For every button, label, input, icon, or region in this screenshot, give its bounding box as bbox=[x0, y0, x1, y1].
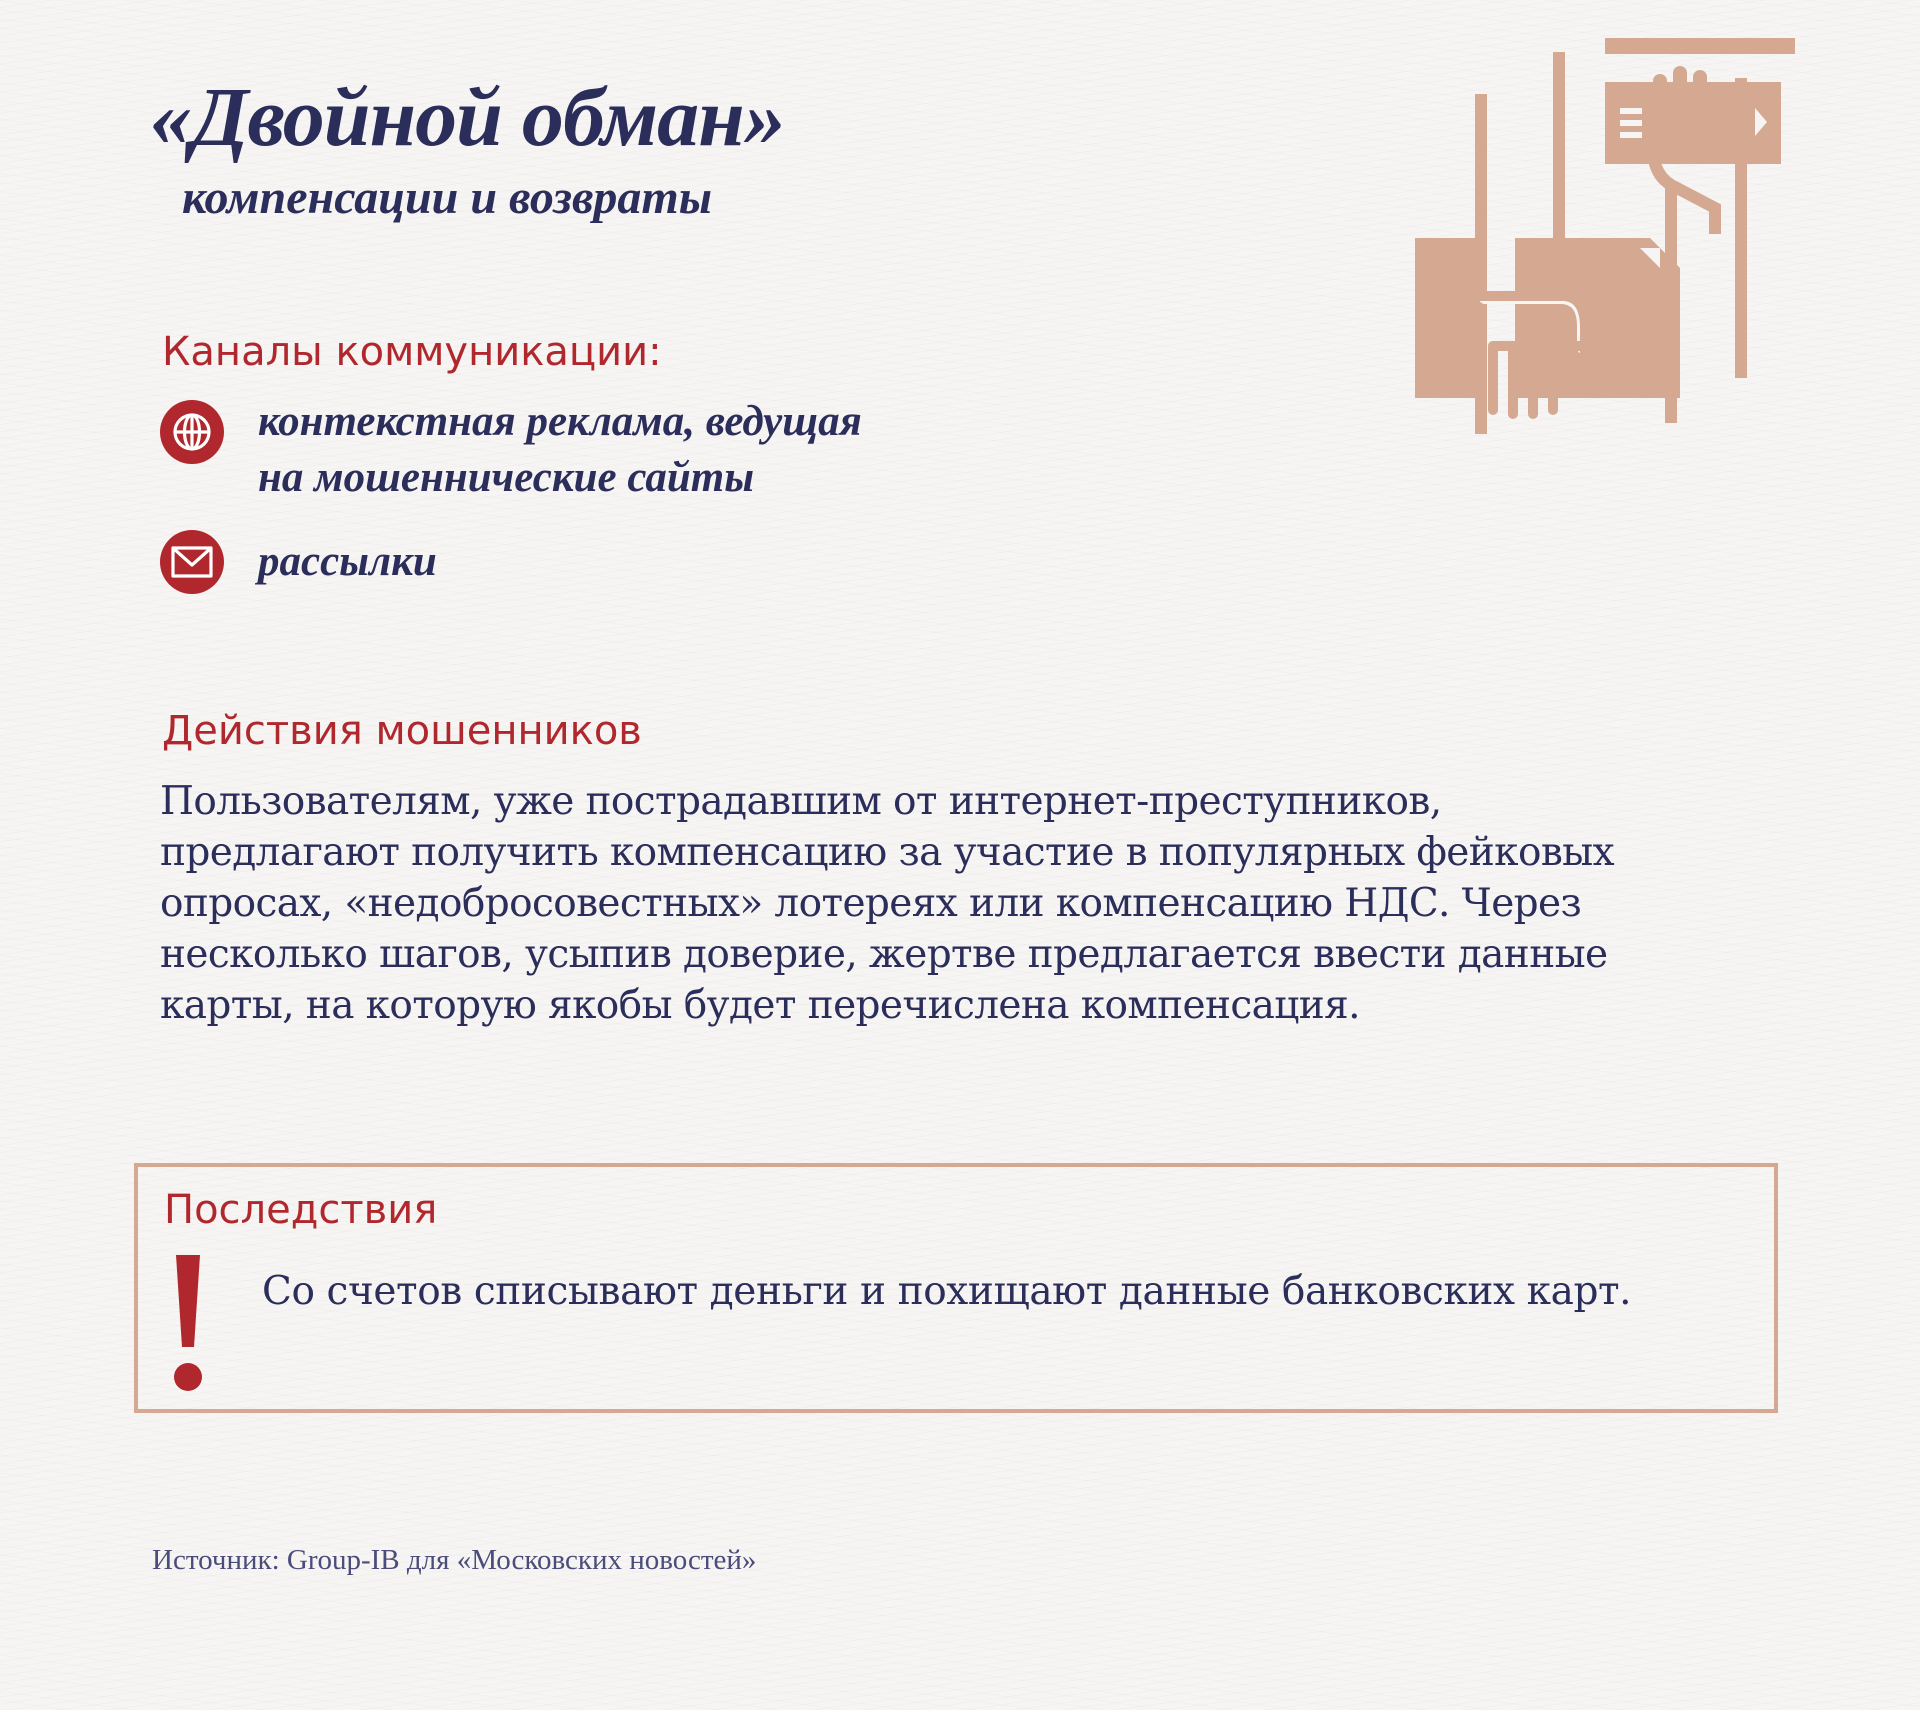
globe-icon bbox=[160, 400, 224, 464]
channel-text-line: контекстная реклама, ведущая bbox=[258, 398, 862, 445]
actions-paragraph bbox=[160, 776, 1760, 1031]
actions-line: Пользователям, уже пострадавшим от интернет-преступников, bbox=[160, 779, 1442, 824]
hands-exchanging-documents-icon bbox=[1415, 38, 1795, 438]
actions-line: карты, на которую якобы будет перечислена компенсация. bbox=[160, 983, 1360, 1028]
page-title: «Двойной обман» bbox=[150, 71, 785, 164]
actions-line: опросах, «недобросовестных» лотереях или компенсацию НДС. Через bbox=[160, 881, 1582, 926]
consequences-heading: Последствия bbox=[164, 1187, 438, 1233]
channel-text bbox=[258, 534, 437, 590]
consequences-box bbox=[134, 1163, 1778, 1413]
channel-text bbox=[258, 394, 862, 506]
actions-line: несколько шагов, усыпив доверие, жертве предлагается ввести данные bbox=[160, 932, 1608, 977]
channel-text-line: на мошеннические сайты bbox=[258, 454, 755, 501]
channel-item bbox=[160, 530, 437, 594]
page-subtitle: компенсации и возвраты bbox=[182, 171, 713, 224]
channels-heading: Каналы коммуникации: bbox=[162, 329, 662, 375]
consequences-text: Со счетов списывают деньги и похищают данные банковских карт. bbox=[262, 1269, 1632, 1314]
actions-heading: Действия мошенников bbox=[162, 708, 642, 754]
actions-line: предлагают получить компенсацию за участие в популярных фейковых bbox=[160, 830, 1615, 875]
channel-text-line: рассылки bbox=[258, 538, 437, 585]
source-note: Источник: Group-IB для «Московских новостей» bbox=[152, 1544, 757, 1576]
exclamation-icon bbox=[168, 1255, 208, 1395]
envelope-icon bbox=[160, 530, 224, 594]
channel-item bbox=[160, 400, 862, 506]
